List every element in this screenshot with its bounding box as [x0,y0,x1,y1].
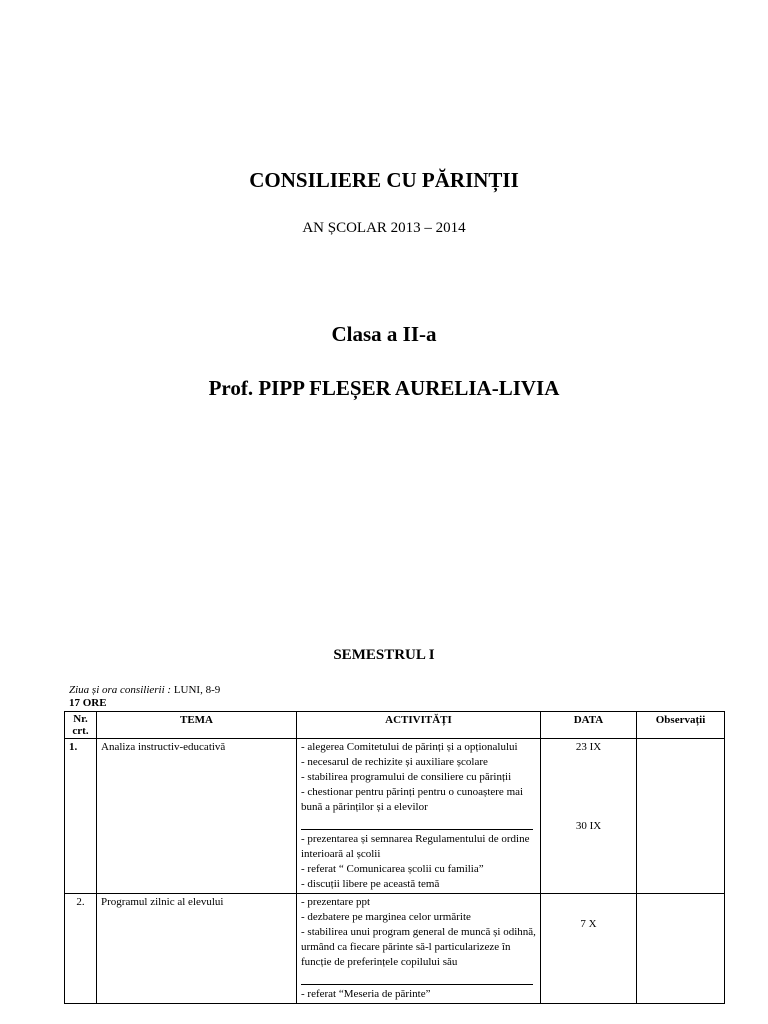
header-data: DATA [541,712,637,739]
activity-line: - dezbatere pe marginea celor urmărite [301,911,471,923]
activity-line: - referat “ Comunicarea școlii cu familia” [301,863,484,875]
table-body [65,739,725,1004]
school-year: AN ȘCOLAR 2013 – 2014 [302,220,466,236]
table-row [65,739,725,894]
activity-line: - discuții libere pe această temă [301,878,440,890]
row-observations [637,894,725,1004]
activity-line: - necesarul de rechizite și auxiliare școlare [301,756,488,768]
row-topic: Analiza instructiv-educativă [97,739,297,894]
schedule-label: Ziua și ora consilierii : [69,684,174,696]
activity-line: - chestionar pentru părinți pentru o cunoaștere mai bună a părinților și a elevilor [301,786,524,813]
semester-heading: SEMESTRUL I [333,647,435,663]
activities-table [64,711,725,1004]
row-number: 2. [65,894,97,1004]
activity-separator [301,819,533,830]
activity-line: - alegerea Comitetului de părinți și a opționalului [301,741,518,753]
activity-line: - referat “Meseria de părinte” [301,988,431,1000]
schedule-value: LUNI, 8-9 [173,684,221,696]
activity-line: - stabilirea unui program general de muncă și odihnă, urmând ca fiecare părinte să-l particularizeze în funcție de preferințele copilului său [301,926,536,968]
date-first: 7 X [580,918,597,930]
activity-line: - prezentarea și semnarea Regulamentului de ordine interioară al școlii [301,833,530,860]
activity-separator [301,974,533,985]
row-date [541,894,637,1004]
hours-count: 17 ORE [69,697,107,709]
row-topic: Programul zilnic al elevului [97,894,297,1004]
row-date [541,739,637,894]
header-observatii: Observații [637,712,725,739]
activity-line: - prezentare ppt [301,896,371,908]
teacher-name: Prof. PIPP FLEȘER AURELIA-LIVIA [208,376,560,400]
schedule-info [69,684,220,710]
header-activitati: ACTIVITĂȚI [297,712,541,739]
row-observations [637,739,725,894]
document-title: CONSILIERE CU PĂRINȚII [249,168,519,192]
activity-line: - stabilirea programului de consiliere cu părinții [301,771,512,783]
table-header-row [65,712,725,739]
header-tema: TEMA [97,712,297,739]
date-first: 23 IX [575,741,602,753]
header-nr: Nr. crt. [65,712,97,739]
row-number: 1. [65,739,97,894]
row-activities [297,739,541,894]
date-second: 30 IX [575,820,602,832]
row-activities [297,894,541,1004]
table-row [65,894,725,1004]
class-name: Clasa a II-a [331,322,437,346]
